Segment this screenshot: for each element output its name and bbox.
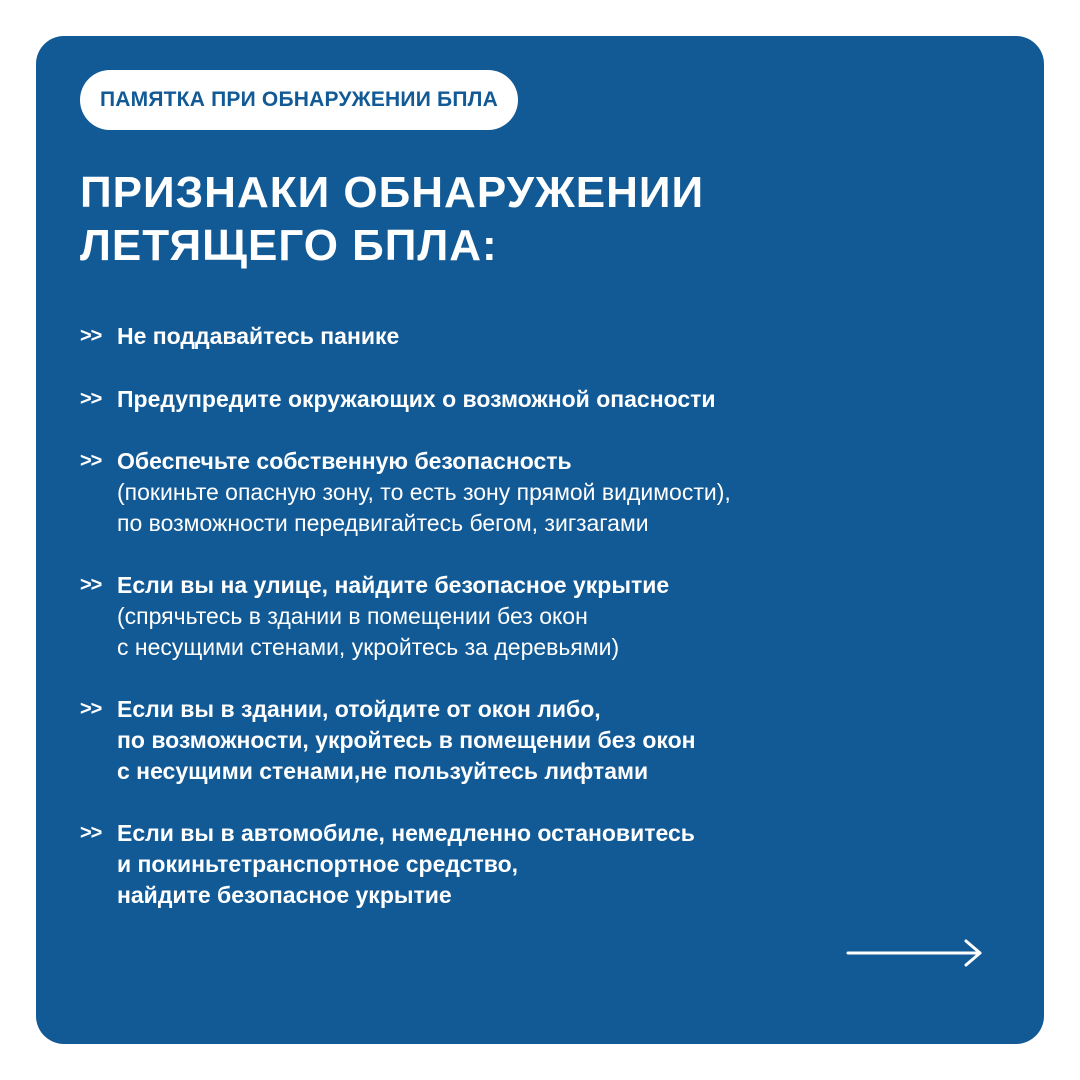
arrow-right-icon[interactable] xyxy=(846,938,986,968)
list-item-text xyxy=(117,384,716,415)
page-title-line-1: ПРИЗНАКИ ОБНАРУЖЕНИИ xyxy=(80,168,705,217)
list-item-heading: по возможности, укройтесь в помещении без окон xyxy=(117,727,696,753)
page-title-line-2: ЛЕТЯЩЕГО БПЛА: xyxy=(80,221,498,270)
page-title xyxy=(80,166,704,272)
list-item-heading: Если вы в здании, отойдите от окон либо, xyxy=(117,696,601,722)
double-chevron-icon: >> xyxy=(80,698,102,720)
list-item-detail: (спрячьтесь в здании в помещении без окон xyxy=(117,603,588,629)
list-item-heading: с несущими стенами,не пользуйтесь лифтами xyxy=(117,758,649,784)
list-item-detail: по возможности передвигайтесь бегом, зигзагами xyxy=(117,510,649,536)
double-chevron-icon: >> xyxy=(80,574,102,596)
list-item-heading: Обеспечьте собственную безопасность xyxy=(117,448,572,474)
list-item-text xyxy=(117,570,669,663)
double-chevron-icon: >> xyxy=(80,450,102,472)
list-item-text xyxy=(117,694,696,787)
list-item-heading: Если вы в автомобиле, немедленно остановитесь xyxy=(117,820,695,846)
list-item-heading: и покиньтетранспортное средство, xyxy=(117,851,519,877)
list-item-detail: (покиньте опасную зону, то есть зону прямой видимости), xyxy=(117,479,731,505)
list-item-text xyxy=(117,446,731,539)
list-item-detail: с несущими стенами, укройтесь за деревьями) xyxy=(117,634,620,660)
category-tag xyxy=(80,70,518,130)
list-item-heading: Не поддавайтесь панике xyxy=(117,323,400,349)
category-tag-label: ПАМЯТКА ПРИ ОБНАРУЖЕНИИ БПЛА xyxy=(100,88,498,111)
list-item-text xyxy=(117,818,695,911)
double-chevron-icon: >> xyxy=(80,325,102,347)
list-item-heading: Предупредите окружающих о возможной опасности xyxy=(117,386,716,412)
list-item-heading: найдите безопасное укрытие xyxy=(117,882,452,908)
double-chevron-icon: >> xyxy=(80,822,102,844)
list-item-heading: Если вы на улице, найдите безопасное укрытие xyxy=(117,572,670,598)
double-chevron-icon: >> xyxy=(80,388,102,410)
list-item-text xyxy=(117,321,399,352)
